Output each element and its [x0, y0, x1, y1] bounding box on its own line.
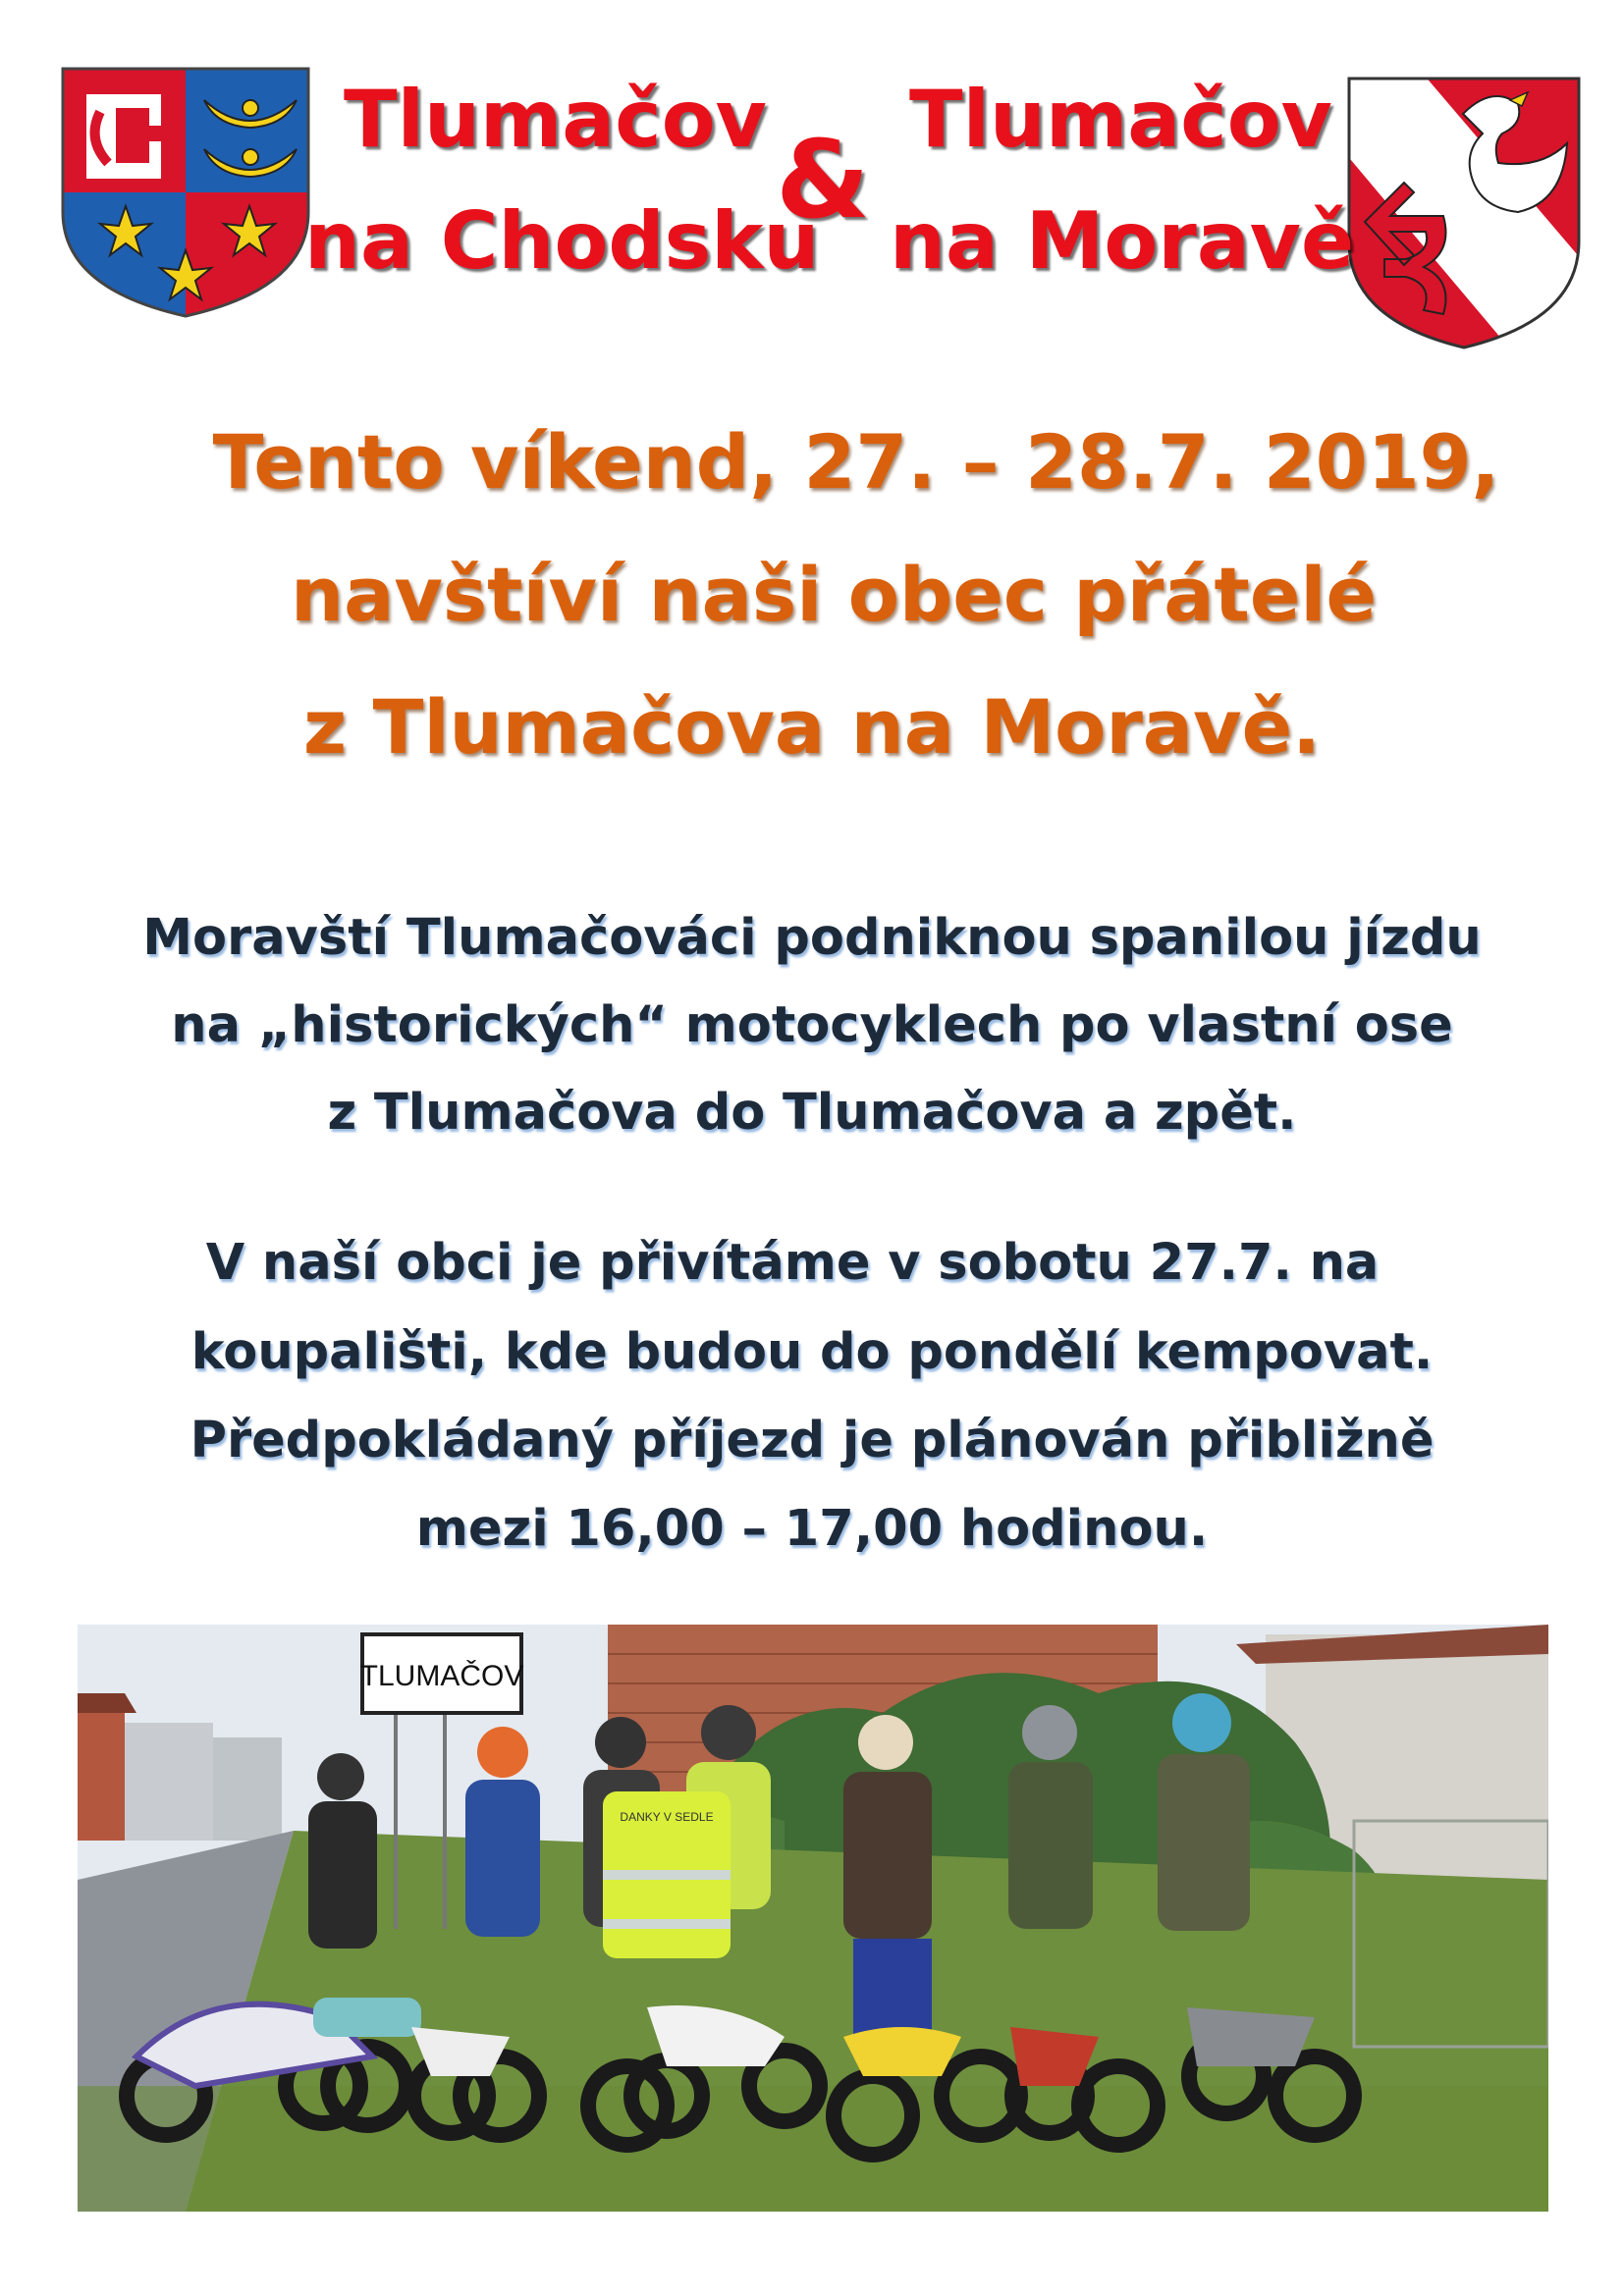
paragraph2-line4: mezi 16,00 – 17,00 hodinou. — [415, 1500, 1209, 1558]
paragraph1-line2: na „historických“ motocyklech po vlastní ose — [171, 996, 1453, 1054]
left-title-line1: Tlumačov — [344, 74, 767, 165]
right-title-line1: Tlumačov — [909, 74, 1332, 165]
group-photo — [78, 1625, 1548, 2212]
paragraph2-line2: koupališti, kde budou do pondělí kempovat. — [190, 1323, 1434, 1381]
chodsko-coat-of-arms — [57, 65, 314, 320]
right-title-line2: na Moravě — [890, 195, 1355, 287]
morava-coat-of-arms — [1345, 75, 1583, 351]
ampersand: & — [776, 117, 870, 242]
paragraph2-line1: V naší obci je přivítáme v sobotu 27.7. na — [205, 1234, 1380, 1292]
left-title-line2: na Chodsku — [304, 195, 820, 287]
paragraph1-line3: z Tlumačova do Tlumačova a zpět. — [327, 1084, 1297, 1142]
headline-line1: Tento víkend, 27. – 28.7. 2019, — [212, 418, 1500, 506]
headline-line2: navštíví naši obec přátelé — [290, 551, 1378, 638]
paragraph2-line3: Předpokládaný příjezd je plánován přibližně — [189, 1412, 1435, 1469]
town-sign-text: TLUMAČOV — [359, 1660, 524, 1692]
headline-line3: z Tlumačova na Moravě. — [302, 683, 1322, 771]
vest-text: DANKY V SEDLE — [620, 1810, 714, 1824]
photo-illustration — [78, 1625, 1548, 2212]
paragraph1-line1: Moravští Tlumačováci podniknou spanilou jízdu — [142, 909, 1482, 967]
